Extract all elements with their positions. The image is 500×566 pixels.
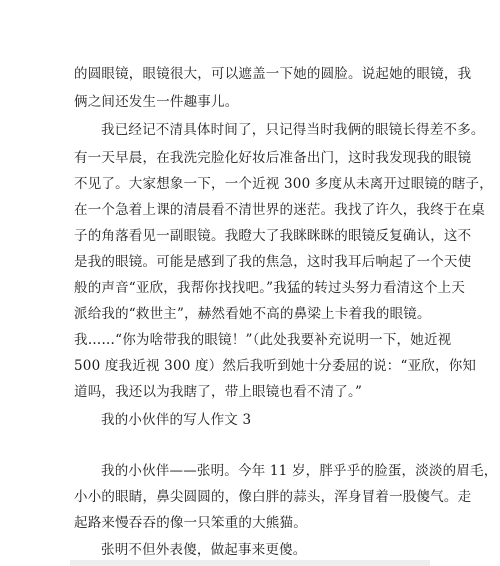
paragraph-line: 我……“你为啥带我的眼镜！”（此处我要补充说明一下，她近视 <box>74 332 452 348</box>
cropped-text-edge <box>70 560 430 566</box>
paragraph-line: 张明不但外表傻，做起事来更傻。 <box>101 542 307 558</box>
paragraph-line: 在一个急着上课的清晨看不清世界的迷茫。我找了许久，我终于在桌 <box>74 202 485 218</box>
paragraph-line: 是我的眼镜。可能是感到了我的焦急，这时我耳后响起了一个天使 <box>74 254 472 270</box>
paragraph-line: 不见了。大家想象一下，一个近视 300 多度从未离开过眼镜的瞎子， <box>74 176 493 192</box>
paragraph-line: 起路来慢吞吞的像一只笨重的大熊猫。 <box>74 515 307 531</box>
paragraph-line: 俩之间还发生一件趣事儿。 <box>74 94 239 110</box>
section-heading: 我的小伙伴的写人作文 3 <box>101 412 252 428</box>
paragraph-line: 道吗，我还以为我瞎了，带上眼镜也看不清了。” <box>74 384 363 400</box>
paragraph-line: 派给我的“救世主”，赫然看她不高的鼻梁上卡着我的眼镜。 <box>74 306 431 322</box>
paragraph-line: 的圆眼镜，眼镜很大，可以遮盖一下她的圆脸。说起她的眼镜，我 <box>74 66 472 82</box>
paragraph-line: 我已经记不清具体时间了，只记得当时我俩的眼镜长得差不多。 <box>101 122 485 138</box>
paragraph-line: 我的小伙伴——张明。今年 11 岁，胖乎乎的脸蛋，淡淡的眉毛， <box>101 463 498 479</box>
paragraph-line: 子的角落看见一副眼镜。我瞪大了我眯眯眯的眼镜反复确认，这不 <box>74 228 472 244</box>
paragraph-line: 有一天早晨，在我洗完脸化好妆后准备出门，这时我发现我的眼镜 <box>74 150 472 166</box>
paragraph-line: 般的声音“亚欣，我帮你找找吧。”我猛的转过头努力看清这个上天 <box>74 280 466 296</box>
paragraph-line: 500 度我近视 300 度）然后我听到她十分委屈的说：“亚欣，你知 <box>74 358 477 374</box>
paragraph-line: 小小的眼睛，鼻尖圆圆的，像白胖的蒜头，浑身冒着一股傻气。走 <box>74 489 472 505</box>
